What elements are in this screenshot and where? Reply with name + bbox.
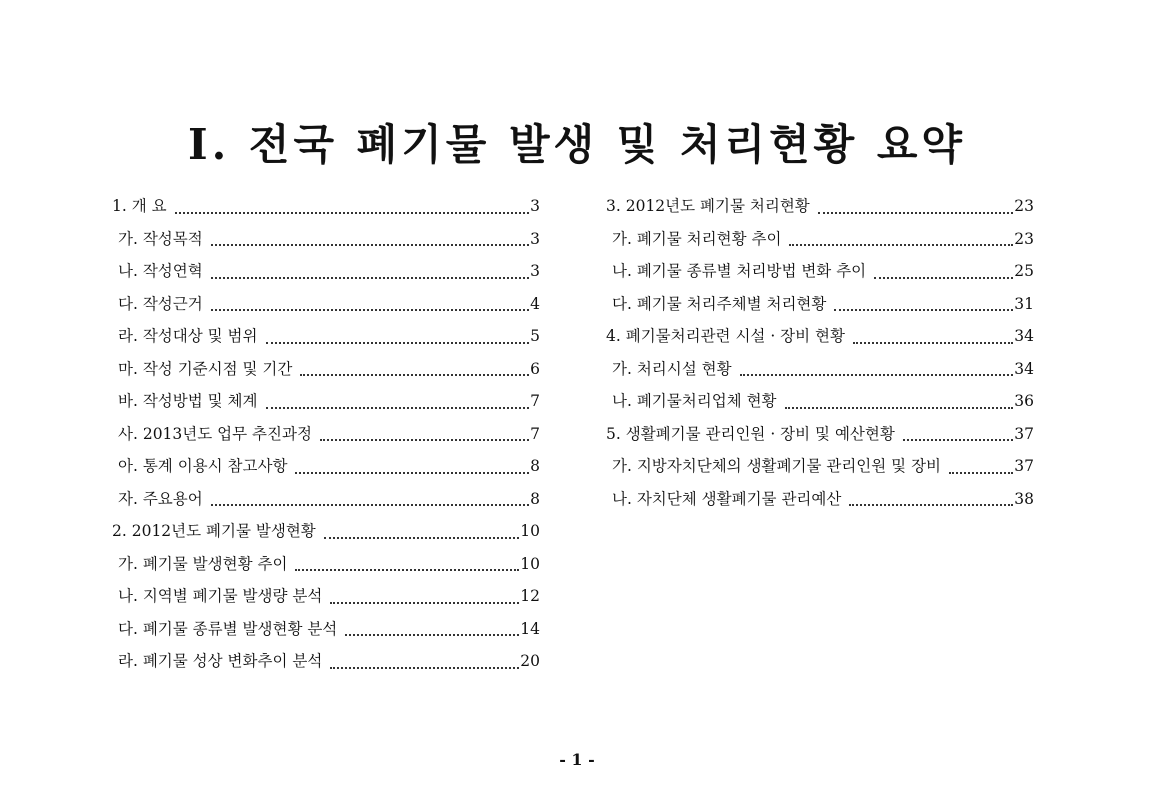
dot-leader — [300, 374, 529, 376]
dot-leader — [175, 212, 530, 214]
toc-entry-page: 6 — [530, 359, 540, 378]
toc-entry[interactable] — [112, 422, 540, 455]
toc-entry-label: 다. 폐기물 처리주체별 처리현황 — [612, 294, 827, 313]
toc-entry[interactable] — [112, 519, 540, 552]
dot-leader — [849, 504, 1013, 506]
toc-entry-page: 4 — [530, 294, 540, 313]
dot-leader — [266, 407, 530, 409]
toc-entry-page: 14 — [520, 619, 540, 638]
dot-leader — [211, 309, 529, 311]
toc-entry[interactable] — [606, 194, 1034, 227]
dot-leader — [211, 504, 529, 506]
toc-entry[interactable] — [112, 487, 540, 520]
dot-leader — [789, 244, 1013, 246]
toc-entry[interactable] — [112, 357, 540, 390]
toc-entry-label: 라. 폐기물 성상 변화추이 분석 — [118, 652, 323, 670]
toc-entry[interactable] — [112, 617, 540, 650]
toc-entry-page: 38 — [1014, 489, 1034, 508]
toc-entry-label: 마. 작성 기준시점 및 기간 — [118, 359, 293, 378]
toc-entry[interactable] — [112, 324, 540, 357]
toc-entry-label: 5. 생활폐기물 관리인원 · 장비 및 예산현황 — [606, 424, 895, 443]
toc-entry-label: 나. 폐기물 종류별 처리방법 변화 추이 — [612, 262, 867, 280]
toc-entry-page: 3 — [530, 262, 540, 280]
toc-entry-page: 23 — [1014, 229, 1034, 248]
toc-entry-page: 3 — [530, 229, 540, 248]
dot-leader — [324, 537, 519, 539]
toc-entry[interactable] — [606, 357, 1034, 390]
page-number: - 1 - — [559, 750, 595, 769]
toc-entry-label: 다. 작성근거 — [118, 294, 203, 313]
toc-entry[interactable] — [112, 454, 540, 487]
dot-leader — [295, 472, 529, 474]
toc-entry[interactable] — [606, 454, 1034, 487]
dot-leader — [330, 667, 519, 669]
toc-entry-page: 5 — [530, 327, 540, 345]
toc-entry-label: 가. 작성목적 — [118, 229, 203, 248]
toc-entry-page: 34 — [1014, 327, 1034, 345]
toc-entry-page: 7 — [530, 424, 540, 443]
toc-entry[interactable] — [112, 649, 540, 682]
toc-entry-page: 31 — [1014, 294, 1034, 313]
toc-entry-label: 라. 작성대상 및 범위 — [118, 327, 258, 345]
toc-entry-label: 자. 주요용어 — [118, 489, 203, 508]
toc-entry[interactable] — [112, 584, 540, 617]
dot-leader — [818, 212, 1013, 214]
dot-leader — [345, 634, 519, 636]
toc-entry-page: 37 — [1014, 457, 1034, 475]
toc-entry-page: 3 — [530, 197, 540, 215]
dot-leader — [853, 342, 1013, 344]
toc-entry-page: 8 — [530, 489, 540, 508]
toc-entry[interactable] — [606, 324, 1034, 357]
dot-leader — [785, 407, 1014, 409]
toc-entry-label: 가. 처리시설 현황 — [612, 359, 732, 378]
toc-entry[interactable] — [606, 292, 1034, 325]
toc-entry[interactable] — [112, 194, 540, 227]
toc-entry-label: 나. 자치단체 생활폐기물 관리예산 — [612, 489, 842, 508]
toc-entry[interactable] — [606, 422, 1034, 455]
page-title: Ⅰ. 전국 폐기물 발생 및 처리현황 요약 — [187, 120, 966, 169]
dot-leader — [903, 439, 1013, 441]
toc-entry-label: 사. 2013년도 업무 추진과정 — [118, 424, 312, 443]
toc-entry-label: 1. 개 요 — [112, 197, 167, 215]
toc-entry-label: 나. 폐기물처리업체 현황 — [612, 392, 777, 410]
toc-entry[interactable] — [112, 292, 540, 325]
toc-entry[interactable] — [112, 259, 540, 292]
dot-leader — [330, 602, 519, 604]
dot-leader — [834, 309, 1013, 311]
dot-leader — [211, 244, 529, 246]
toc-entry-page: 37 — [1014, 424, 1034, 443]
toc-entry-page: 36 — [1014, 392, 1034, 410]
toc-left-column — [112, 194, 540, 682]
toc-entry[interactable] — [606, 487, 1034, 520]
toc-right-column — [606, 194, 1034, 519]
toc-entry-page: 25 — [1014, 262, 1034, 280]
toc-entry-label: 바. 작성방법 및 체계 — [118, 392, 258, 410]
toc-entry-label: 아. 통계 이용시 참고사항 — [118, 457, 288, 475]
toc-entry[interactable] — [606, 389, 1034, 422]
toc-entry[interactable] — [606, 259, 1034, 292]
toc-entry-page: 10 — [520, 554, 540, 573]
dot-leader — [320, 439, 529, 441]
toc-entry-label: 2. 2012년도 폐기물 발생현황 — [112, 522, 316, 540]
toc-entry-label: 3. 2012년도 폐기물 처리현황 — [606, 197, 810, 215]
toc-entry-page: 20 — [520, 652, 540, 670]
dot-leader — [266, 342, 530, 344]
toc-entry-page: 34 — [1014, 359, 1034, 378]
dot-leader — [949, 472, 1013, 474]
toc-entry-page: 7 — [530, 392, 540, 410]
toc-entry-page: 10 — [520, 522, 540, 540]
toc-entry-label: 나. 지역별 폐기물 발생량 분석 — [118, 587, 323, 605]
toc-entry-page: 8 — [530, 457, 540, 475]
dot-leader — [874, 277, 1013, 279]
toc-entry-label: 가. 폐기물 발생현황 추이 — [118, 554, 288, 573]
toc-entry-label: 가. 폐기물 처리현황 추이 — [612, 229, 782, 248]
dot-leader — [211, 277, 529, 279]
toc-entry-page: 12 — [520, 587, 540, 605]
toc-entry[interactable] — [606, 227, 1034, 260]
toc-entry-page: 23 — [1014, 197, 1034, 215]
dot-leader — [295, 569, 519, 571]
toc-entry[interactable] — [112, 389, 540, 422]
toc-entry-label: 다. 폐기물 종류별 발생현황 분석 — [118, 619, 338, 638]
dot-leader — [740, 374, 1014, 376]
toc-entry-label: 가. 지방자치단체의 생활폐기물 관리인원 및 장비 — [612, 457, 942, 475]
toc-entry-label: 4. 폐기물처리관련 시설 · 장비 현황 — [606, 327, 846, 345]
toc-entry-label: 나. 작성연혁 — [118, 262, 203, 280]
toc-entry[interactable] — [112, 227, 540, 260]
toc-entry[interactable] — [112, 552, 540, 585]
